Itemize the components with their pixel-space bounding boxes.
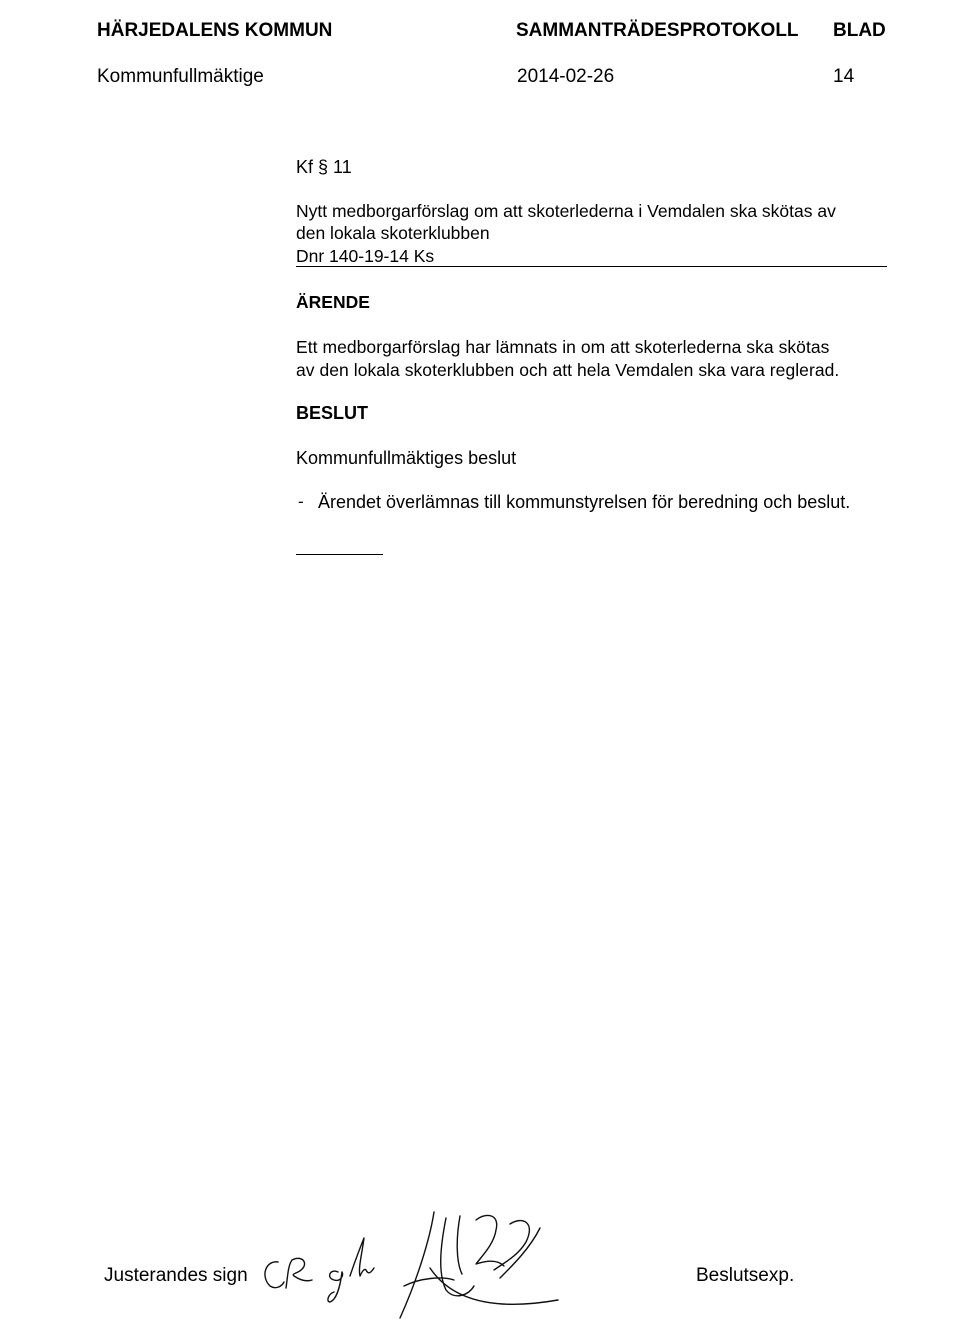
title-underline (296, 266, 887, 267)
blad-label: BLAD (833, 20, 886, 41)
decision-text: Ärendet överlämnas till kommunstyrelsen för beredning och beslut. (318, 492, 851, 512)
beslut-subheading: Kommunfullmäktiges beslut (296, 448, 517, 468)
item-title-line1: Nytt medborgarförslag om att skoterlederna i Vemdalen ska skötas av (296, 201, 836, 221)
end-rule (296, 554, 383, 555)
item-title-line2: den lokala skoterklubben (296, 223, 490, 243)
page-number: 14 (833, 66, 855, 87)
signature-initials-2 (320, 1230, 380, 1310)
justerandes-sign-label: Justerandes sign (104, 1265, 248, 1286)
meeting-body: Kommunfullmäktige (97, 66, 264, 87)
document-type: SAMMANTRÄDESPROTOKOLL (516, 20, 799, 41)
beslutsexp-label: Beslutsexp. (696, 1265, 795, 1286)
decision-bullet: - (298, 492, 304, 511)
beslut-heading: BESLUT (296, 403, 368, 423)
diary-number: Dnr 140-19-14 Ks (296, 246, 435, 266)
arende-heading: ÄRENDE (296, 292, 370, 312)
signature-main (390, 1208, 565, 1328)
paragraph-number: Kf § 11 (296, 157, 352, 177)
arende-text-line2: av den lokala skoterklubben och att hela Vemdalen ska vara reglerad. (296, 360, 840, 380)
signature-initials-1 (258, 1250, 318, 1300)
arende-text-line1: Ett medborgarförslag har lämnats in om att skoterlederna ska skötas (296, 337, 830, 357)
meeting-date: 2014-02-26 (517, 66, 615, 87)
organization-name: HÄRJEDALENS KOMMUN (97, 20, 333, 41)
